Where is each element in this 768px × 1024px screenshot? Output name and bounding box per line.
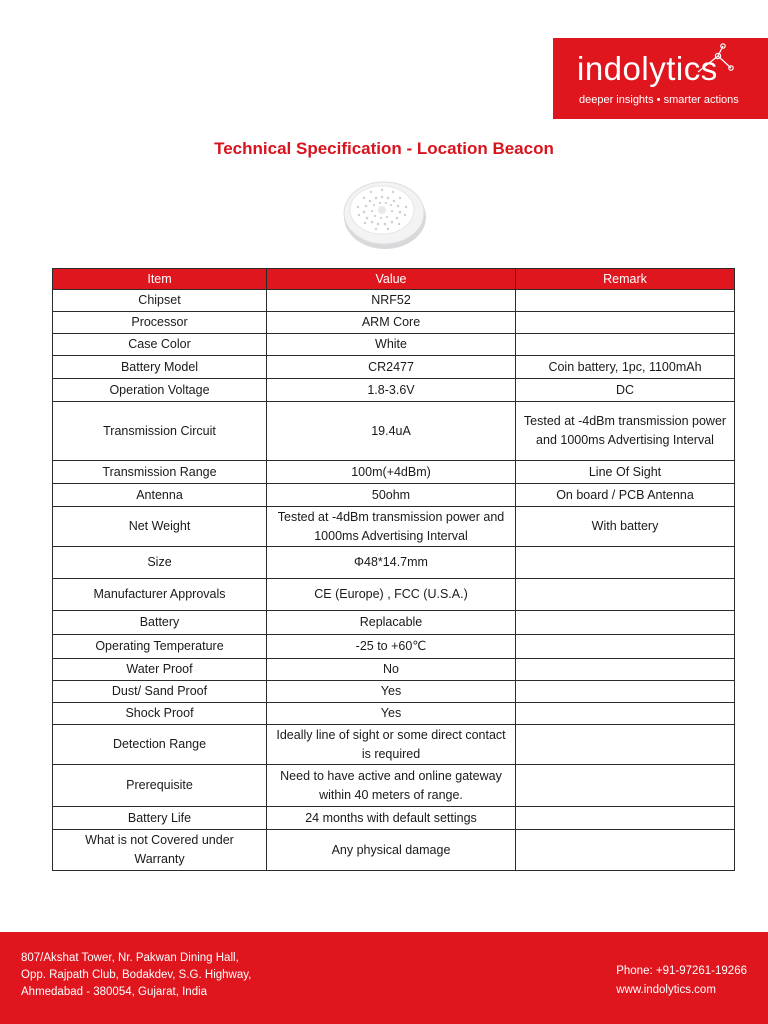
row-item: Water Proof <box>53 659 267 681</box>
brand-tagline: deeper insights • smarter actions <box>579 94 739 106</box>
address-line: 807/Akshat Tower, Nr. Pakwan Dining Hall, <box>21 952 239 964</box>
row-value: Any physical damage <box>267 830 516 871</box>
table-row <box>53 290 735 312</box>
row-remark <box>516 765 735 807</box>
brand-logo <box>553 38 768 119</box>
row-value: CR2477 <box>267 356 516 379</box>
table-row <box>53 659 735 681</box>
table-row <box>53 579 735 611</box>
row-value: White <box>267 334 516 356</box>
table-row <box>53 312 735 334</box>
location-beacon-image <box>338 173 430 253</box>
row-remark <box>516 830 735 871</box>
table-row <box>53 402 735 461</box>
row-remark <box>516 547 735 579</box>
row-remark: DC <box>516 379 735 402</box>
row-value: 100m(+4dBm) <box>267 461 516 484</box>
table-row <box>53 547 735 579</box>
footer-phone: Phone: +91-97261-19266 <box>616 965 747 977</box>
row-item: Transmission Circuit <box>53 402 267 461</box>
row-remark <box>516 290 735 312</box>
table-row <box>53 507 735 547</box>
row-item: Battery Life <box>53 807 267 830</box>
row-item: Size <box>53 547 267 579</box>
header-value: Value <box>267 269 516 290</box>
table-row <box>53 334 735 356</box>
table-row <box>53 484 735 507</box>
table-row <box>53 356 735 379</box>
specification-table <box>52 268 735 871</box>
footer-address <box>21 950 251 1001</box>
row-item: Battery Model <box>53 356 267 379</box>
row-remark <box>516 703 735 725</box>
row-item: Chipset <box>53 290 267 312</box>
table-header-row <box>53 269 735 290</box>
row-value: ARM Core <box>267 312 516 334</box>
row-value: No <box>267 659 516 681</box>
row-item: Operating Temperature <box>53 635 267 659</box>
row-value: 1.8-3.6V <box>267 379 516 402</box>
table-row <box>53 611 735 635</box>
row-remark <box>516 659 735 681</box>
row-item: Net Weight <box>53 507 267 547</box>
row-item: Manufacturer Approvals <box>53 579 267 611</box>
row-item: Dust/ Sand Proof <box>53 681 267 703</box>
header-item: Item <box>53 269 267 290</box>
row-remark <box>516 611 735 635</box>
row-value: CE (Europe) , FCC (U.S.A.) <box>267 579 516 611</box>
row-value: Φ48*14.7mm <box>267 547 516 579</box>
row-remark <box>516 635 735 659</box>
row-value: NRF52 <box>267 290 516 312</box>
row-value: 50ohm <box>267 484 516 507</box>
table-row <box>53 681 735 703</box>
brand-name: indolytics <box>577 50 718 87</box>
row-value: Yes <box>267 703 516 725</box>
table-row <box>53 765 735 807</box>
row-remark: With battery <box>516 507 735 547</box>
row-item: Antenna <box>53 484 267 507</box>
address-line: Ahmedabad - 380054, Gujarat, India <box>21 986 208 998</box>
row-item: Case Color <box>53 334 267 356</box>
row-item: Operation Voltage <box>53 379 267 402</box>
row-item: Shock Proof <box>53 703 267 725</box>
row-remark: On board / PCB Antenna <box>516 484 735 507</box>
row-remark <box>516 807 735 830</box>
row-remark <box>516 312 735 334</box>
row-remark <box>516 725 735 765</box>
table-row <box>53 807 735 830</box>
row-item: Battery <box>53 611 267 635</box>
table-row <box>53 725 735 765</box>
row-value: 19.4uA <box>267 402 516 461</box>
row-value: Tested at -4dBm transmission power and 1000ms Advertising Interval <box>267 507 516 547</box>
row-remark: Line Of Sight <box>516 461 735 484</box>
table-row <box>53 703 735 725</box>
row-value: Replacable <box>267 611 516 635</box>
page-title: Technical Specification - Location Beacon <box>214 139 554 158</box>
table-row <box>53 830 735 871</box>
row-item: Processor <box>53 312 267 334</box>
row-value: -25 to +60℃ <box>267 635 516 659</box>
table-row <box>53 635 735 659</box>
footer-website-link[interactable]: www.indolytics.com <box>616 984 716 996</box>
address-line: Opp. Rajpath Club, Bodakdev, S.G. Highway, <box>21 969 252 981</box>
row-value: Yes <box>267 681 516 703</box>
row-remark: Coin battery, 1pc, 1100mAh <box>516 356 735 379</box>
row-value: Need to have active and online gateway within 40 meters of range. <box>267 765 516 807</box>
row-remark: Tested at -4dBm transmission power and 1000ms Advertising Interval <box>516 402 735 461</box>
row-remark <box>516 681 735 703</box>
row-value: 24 months with default settings <box>267 807 516 830</box>
row-item: What is not Covered under Warranty <box>53 830 267 871</box>
table-row <box>53 461 735 484</box>
header-remark: Remark <box>516 269 735 290</box>
row-remark <box>516 579 735 611</box>
footer-contact <box>616 962 747 1000</box>
footer <box>0 932 768 1024</box>
row-item: Transmission Range <box>53 461 267 484</box>
row-value: Ideally line of sight or some direct contact is required <box>267 725 516 765</box>
row-item: Prerequisite <box>53 765 267 807</box>
row-item: Detection Range <box>53 725 267 765</box>
row-remark <box>516 334 735 356</box>
table-row <box>53 379 735 402</box>
